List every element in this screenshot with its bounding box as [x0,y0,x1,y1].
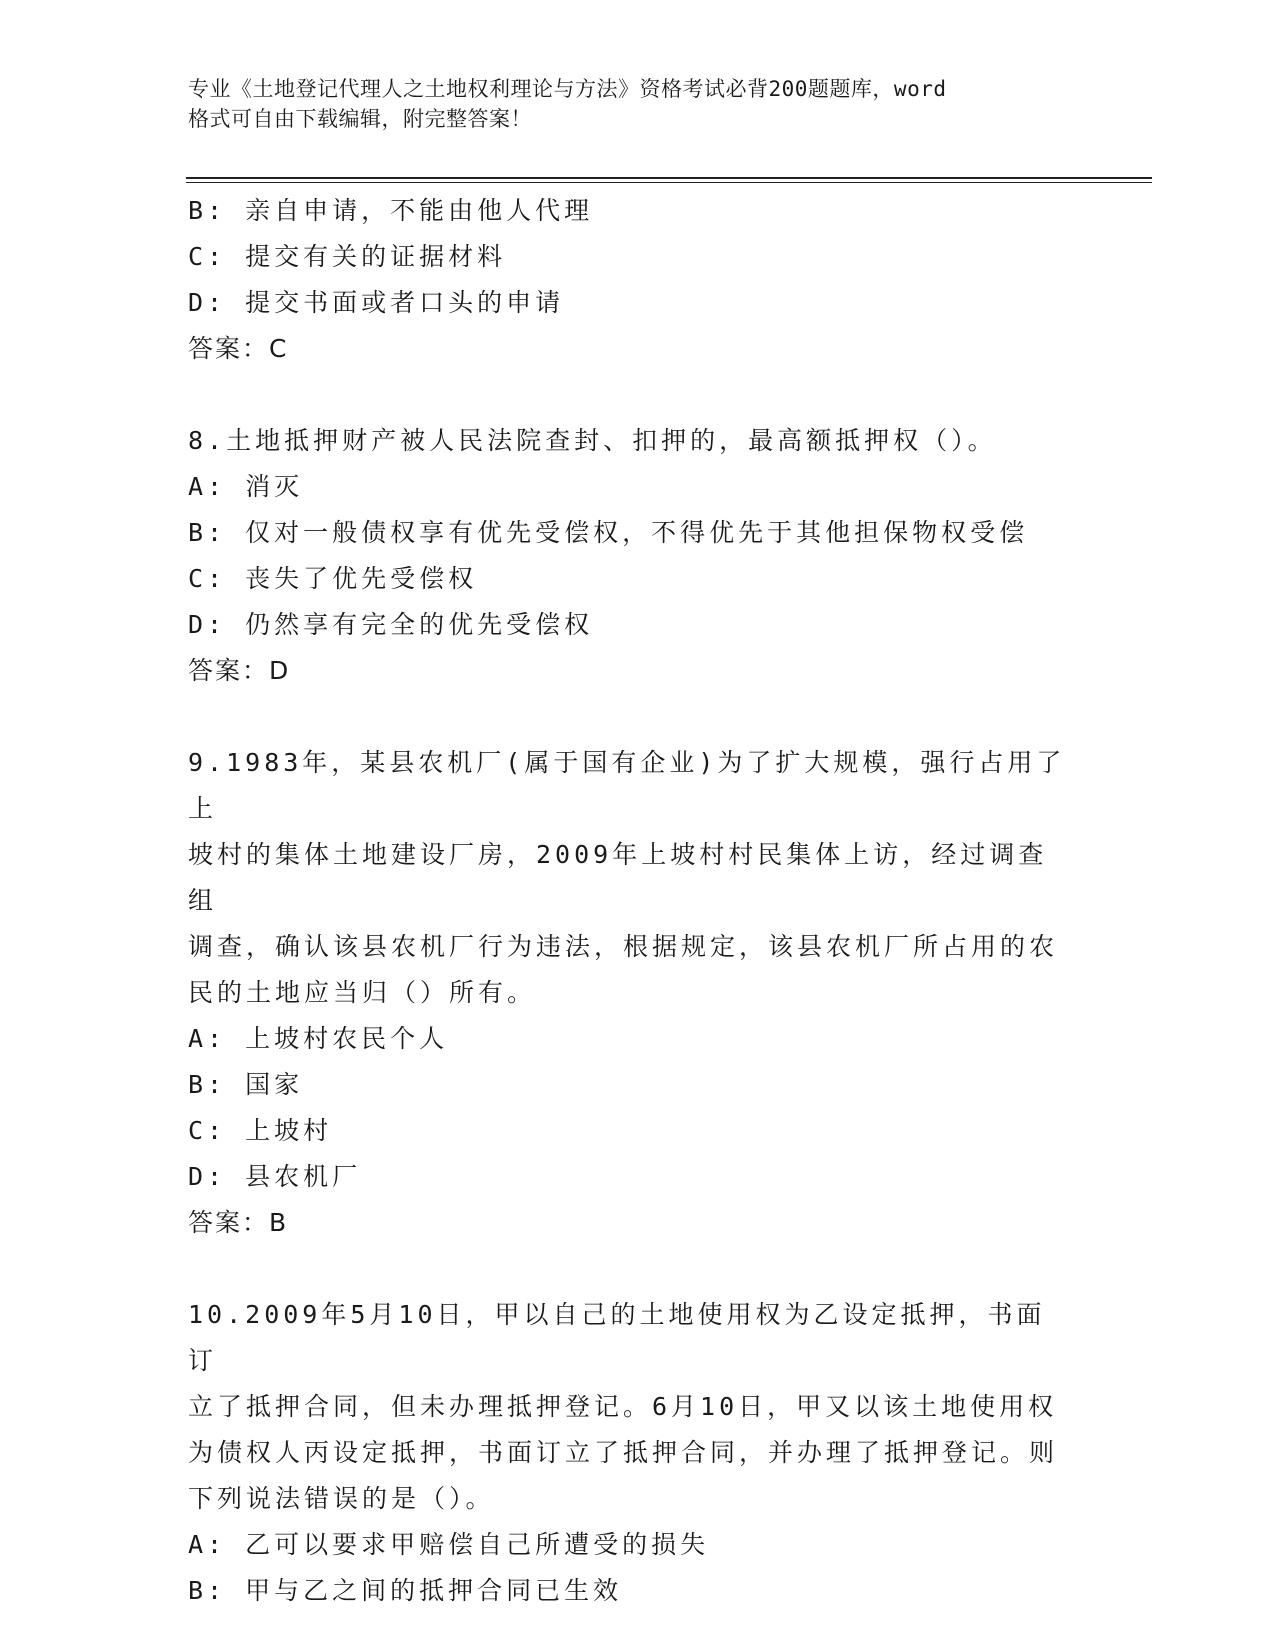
header-divider-thick [186,177,1152,179]
question-stem [188,1292,1068,1522]
stem-line: 民的土地应当归（）所有。 [188,978,537,1007]
stem-line: 坡村的集体土地建设厂房，2009年上坡村村民集体上访，经过调查组 [188,840,1048,915]
answer: 答案：D [188,656,291,685]
question-10 [188,1292,1088,1614]
option-b: B: 亲自申请，不能由他人代理 [188,196,594,225]
question-stem [188,740,1068,1016]
stem-line: 9.1983年，某县农机厂(属于国有企业)为了扩大规模，强行占用了上 [188,748,1066,823]
stem-line: 立了抵押合同，但未办理抵押登记。6月10日，甲又以该土地使用权 [188,1392,1058,1421]
question-9 [188,740,1088,1246]
option-d: D: 仍然享有完全的优先受偿权 [188,610,594,639]
stem-line: 10.2009年5月10日，甲以自己的土地使用权为乙设定抵押，书面订 [188,1300,1046,1375]
answer: 答案：C [188,334,289,363]
question-7 [188,188,1088,372]
option-a: A: 消灭 [188,472,304,501]
option-a: A: 乙可以要求甲赔偿自己所遭受的损失 [188,1530,710,1559]
option-b: B: 仅对一般债权享有优先受偿权，不得优先于其他担保物权受偿 [188,518,1029,547]
option-c: C: 上坡村 [188,1116,333,1145]
option-d: D: 提交书面或者口头的申请 [188,288,565,317]
option-c: C: 提交有关的证据材料 [188,242,507,271]
header-title-line-2: 格式可自由下载编辑，附完整答案！ [188,107,532,131]
option-c: C: 丧失了优先受偿权 [188,564,478,593]
option-d: D: 县农机厂 [188,1162,362,1191]
question-8 [188,418,1088,694]
answer: 答案：B [188,1208,289,1237]
option-b: B: 甲与乙之间的抵押合同已生效 [188,1576,623,1605]
stem-line: 为债权人丙设定抵押，书面订立了抵押合同，并办理了抵押登记。则 [188,1438,1059,1467]
option-b: B: 国家 [188,1070,304,1099]
header-title-line-1: 专业《土地登记代理人之土地权利理论与方法》资格考试必背200题题库，word [188,77,947,101]
question-list [188,188,1088,1614]
document-header [188,74,1068,134]
option-a: A: 上坡村农民个人 [188,1024,449,1053]
question-stem: 8.土地抵押财产被人民法院查封、扣押的，最高额抵押权（）。 [188,426,997,455]
stem-line: 下列说法错误的是（）。 [188,1484,495,1513]
stem-line: 调查，确认该县农机厂行为违法，根据规定，该县农机厂所占用的农 [188,932,1059,961]
header-divider-thin [186,182,1152,183]
